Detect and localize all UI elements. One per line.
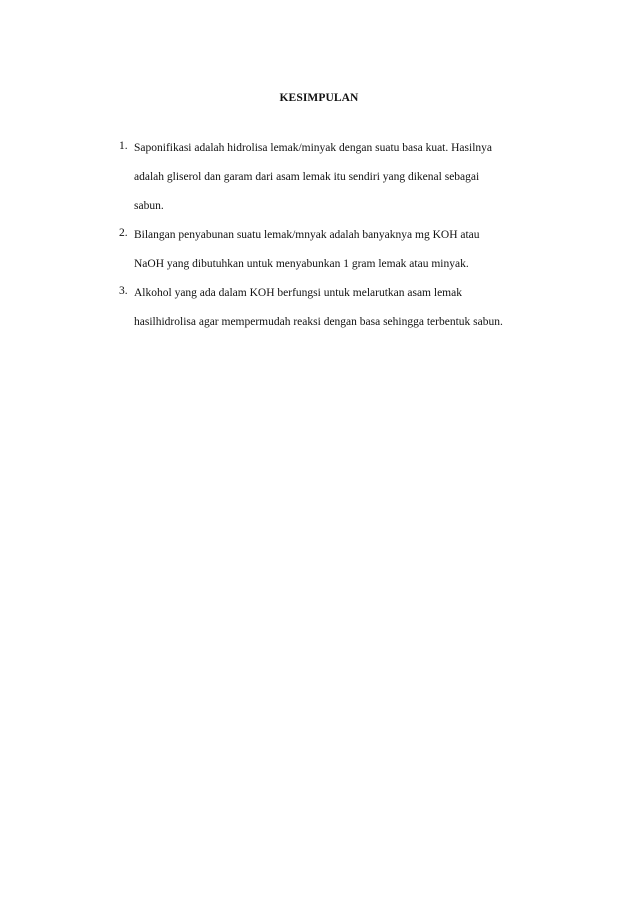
- list-item-number: 3.: [119, 285, 128, 297]
- list-item: [119, 285, 559, 343]
- list-item-number: 2.: [119, 227, 128, 239]
- page-title: KESIMPULAN: [279, 92, 359, 104]
- conclusion-list: [119, 140, 559, 343]
- list-item-line: adalah gliserol dan garam dari asam lemak itu sendiri yang dikenal sebagai: [134, 171, 480, 183]
- list-item: [119, 140, 559, 227]
- list-item-line: hasilhidrolisa agar mempermudah reaksi dengan basa sehingga terbentuk sabun.: [134, 316, 503, 328]
- list-item-line: sabun.: [134, 200, 164, 212]
- list-item-line: Alkohol yang ada dalam KOH berfungsi untuk melarutkan asam lemak: [134, 287, 462, 299]
- list-item: [119, 227, 559, 285]
- list-item-line: Bilangan penyabunan suatu lemak/mnyak adalah banyaknya mg KOH atau: [134, 229, 480, 241]
- list-item-line: Saponifikasi adalah hidrolisa lemak/minyak dengan suatu basa kuat. Hasilnya: [134, 142, 493, 154]
- list-item-number: 1.: [119, 140, 128, 152]
- list-item-line: NaOH yang dibutuhkan untuk menyabunkan 1 gram lemak atau minyak.: [134, 258, 469, 270]
